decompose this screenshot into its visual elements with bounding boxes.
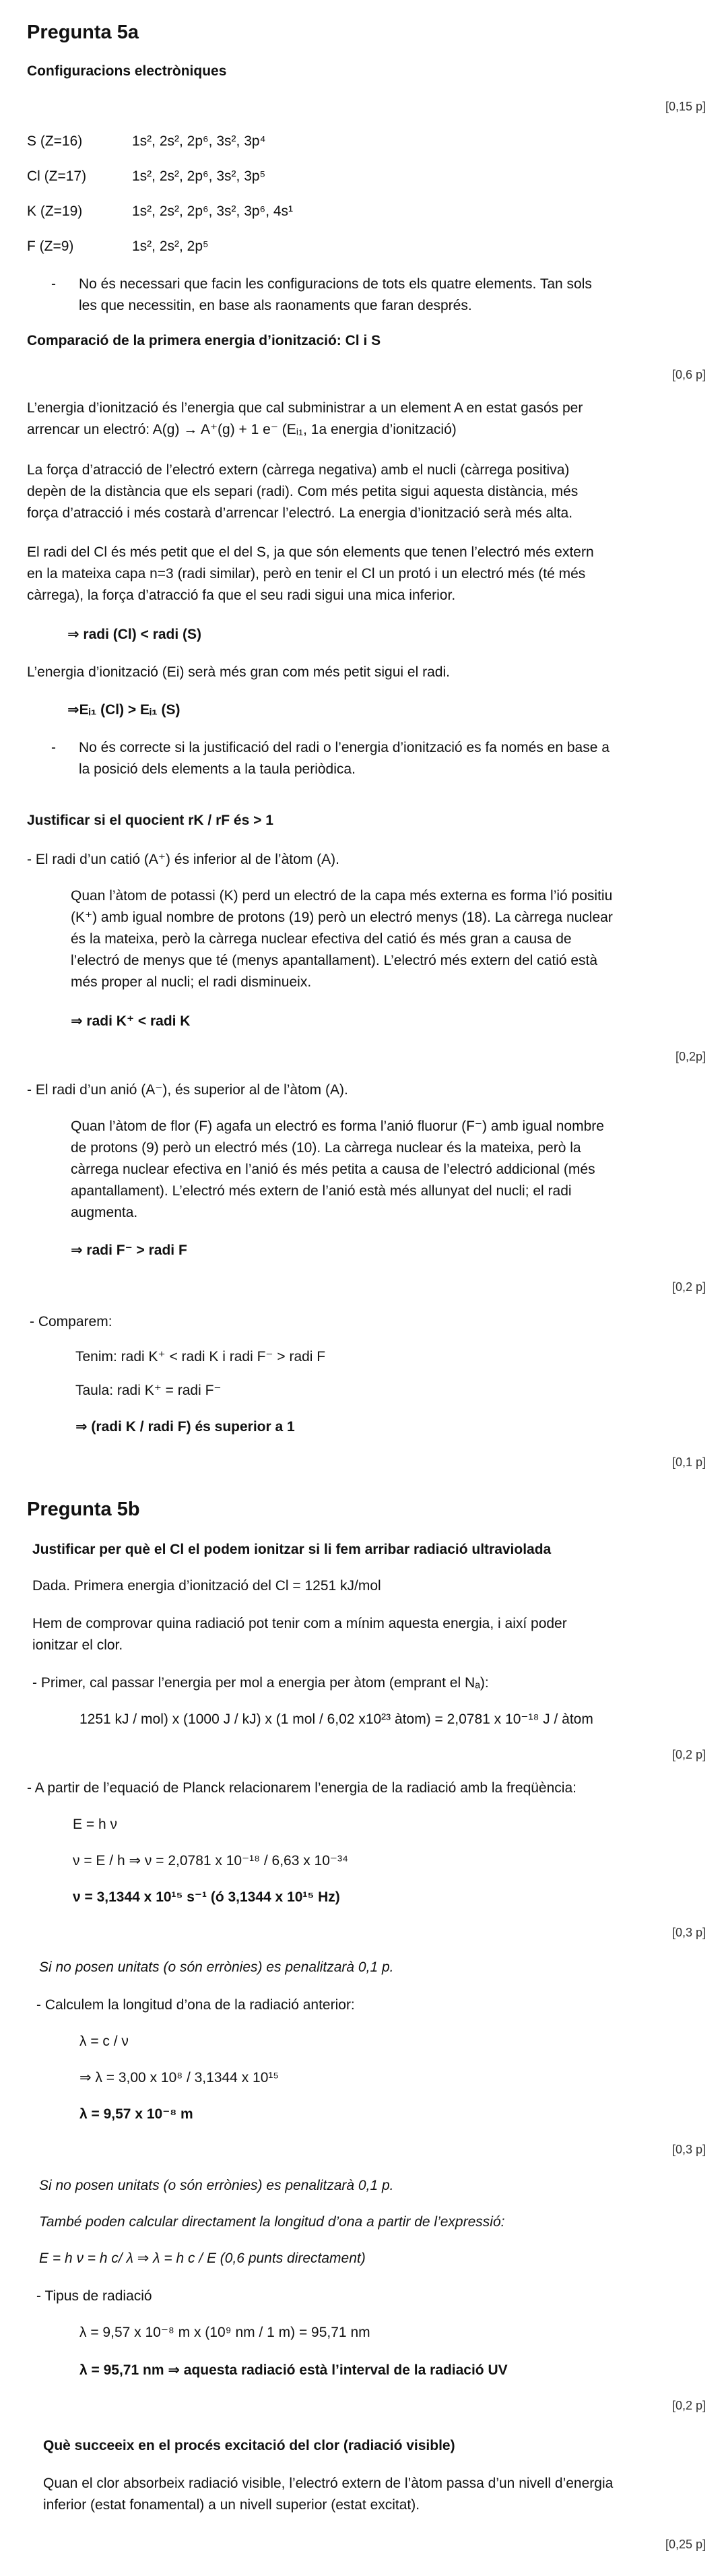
q5b-step4-points: [0,2 p] <box>671 2399 706 2412</box>
s2-p2: força d’atracció i més costarà d’arrencar l’electró. La energia d’ionització serà més alta. <box>27 505 573 521</box>
s2-p3: El radi del Cl és més petit que el del S, ja que són elements que tenen l’electró més extern <box>27 544 594 560</box>
s3-compare-result: ⇒ (radi K / radi F) és superior a 1 <box>75 1419 295 1435</box>
s3-cation-text: l’electró de menys que té (menys apantallament). L’electró més extern del catió està <box>71 953 598 968</box>
s2-p3: en la mateixa capa n=3 (radi similar), però en tenir el Cl un protó i un electró més (té més <box>27 566 586 582</box>
conf-row-4: 1s², 2s², 2p⁵ <box>132 239 209 254</box>
conf-row-3: 1s², 2s², 2p⁶, 3s², 3p⁶, 4s¹ <box>132 203 294 219</box>
s2-note-line: la posició dels elements a la taula periòdica. <box>79 761 356 777</box>
s3-anion-text: càrrega nuclear efectiva en l’anió és més petita a causa de l’electró addicional (més <box>71 1162 595 1177</box>
q5b-step2-points: [0,3 p] <box>671 1926 706 1939</box>
q5b-title: Pregunta 5b <box>27 1499 140 1520</box>
q5b-step3-calc: ⇒ λ = 3,00 x 10⁸ / 3,1344 x 10¹⁵ <box>79 2070 279 2085</box>
s2-p1: arrencar un electró: A(g) → A⁺(g) + 1 e⁻ (Eᵢ₁, 1a energia d’ionització) <box>27 422 457 437</box>
s3-cation-text: Quan l’àtom de potassi (K) perd un electró de la capa més externa es forma l’ió positiu <box>71 888 613 904</box>
s3-anion-text: Quan l’àtom de flor (F) agafa un electró es forma l’anió fluorur (F⁻) amb igual nombre <box>71 1119 604 1134</box>
q5b-step3-eq: λ = c / ν <box>79 2034 129 2049</box>
s3-anion-text: de protons (9) però un electró més (10). La càrrega nuclear és la mateixa, però la <box>71 1140 581 1156</box>
s2-result-energy: ⇒Eᵢ₁ (Cl) > Eᵢ₁ (S) <box>67 702 180 718</box>
q5b-step4-calc: λ = 9,57 x 10⁻⁸ m x (10⁹ nm / 1 m) = 95,71 nm <box>79 2325 370 2340</box>
q5b-step3-result: λ = 9,57 x 10⁻⁸ m <box>79 2106 193 2122</box>
bullet-dash: - <box>51 740 56 755</box>
s2-p2: La força d’atracció de l’electró extern (càrrega negativa) amb el nucli (càrrega positiva) <box>27 462 570 478</box>
s3-anion-intro: - El radi d’un anió (A⁻), és superior al de l’àtom (A). <box>27 1082 348 1098</box>
q5b-step1-points: [0,2 p] <box>671 1748 706 1761</box>
excit-points: [0,25 p] <box>665 2538 706 2551</box>
excit-text: Quan el clor absorbeix radiació visible, l’electró extern de l’àtom passa d’un nivell d’energia <box>43 2476 614 2491</box>
el-row-2: Cl (Z=17) <box>27 168 87 184</box>
q5b-dada: Dada. Primera energia d’ionització del Cl = 1251 kJ/mol <box>32 1578 381 1594</box>
alt-note: També poden calcular directament la longitud d’ona a partir de l’expressió: <box>39 2214 505 2230</box>
q5b-intro: Hem de comprovar quina radiació pot tenir com a mínim aquesta energia, i així poder <box>32 1616 567 1631</box>
s3-anion-text: augmenta. <box>71 1205 138 1220</box>
s3-anion-points: [0,2 p] <box>671 1280 706 1294</box>
q5b-step2-eq: E = h ν <box>73 1817 117 1832</box>
el-row-1: S (Z=16) <box>27 133 83 149</box>
s2-p1: L’energia d’ionització és l’energia que cal subministrar a un element A en estat gasós per <box>27 400 583 416</box>
units-note: Si no posen unitats (o són errònies) es penalitzarà 0,1 p. <box>39 1959 394 1975</box>
s3-compare-1: Tenim: radi K⁺ < radi K i radi F⁻ > radi F <box>75 1349 326 1364</box>
q5a-title: Pregunta 5a <box>27 22 139 43</box>
s2-p4: L’energia d’ionització (Ei) serà més gran com més petit sigui el radi. <box>27 664 450 680</box>
excit-text: inferior (estat fonamental) a un nivell superior (estat excitat). <box>43 2497 420 2513</box>
s1-note-line: No és necessari que facin les configuracions de tots els quatre elements. Tan sols <box>79 276 592 292</box>
s2-p2: depèn de la distància que els separi (radi). Com més petita sigui aquesta distància, més <box>27 484 579 499</box>
bullet-dash: - <box>51 276 56 292</box>
s3-compare-intro: - Comparem: <box>30 1314 112 1329</box>
s2-result-radius: ⇒ radi (Cl) < radi (S) <box>67 627 202 642</box>
units-note: Si no posen unitats (o són errònies) es penalitzarà 0,1 p. <box>39 2178 394 2193</box>
s2-heading: Comparació de la primera energia d’ionització: Cl i S <box>27 333 381 348</box>
alt-eq: E = h ν = h c/ λ ⇒ λ = h c / E (0,6 punts directament) <box>39 2251 366 2266</box>
el-row-4: F (Z=9) <box>27 239 74 254</box>
s3-anion-result: ⇒ radi F⁻ > radi F <box>71 1243 187 1258</box>
conf-row-1: 1s², 2s², 2p⁶, 3s², 3p⁴ <box>132 133 266 149</box>
s3-cation-result: ⇒ radi K⁺ < radi K <box>71 1013 191 1029</box>
s3-compare-2: Taula: radi K⁺ = radi F⁻ <box>75 1383 222 1398</box>
s2-p3: càrrega), la força d’atracció fa que el seu radi sigui una mica inferior. <box>27 588 456 603</box>
s3-anion-text: apantallament). L’electró més extern de l’anió està més allunyat del nucli; el radi <box>71 1183 572 1199</box>
s2-note-line: No és correcte si la justificació del radi o l’energia d’ionització es fa només en base a <box>79 740 610 755</box>
q5b-intro: ionitzar el clor. <box>32 1637 123 1653</box>
s2-points: [0,6 p] <box>671 368 706 381</box>
s1-heading: Configuracions electròniques <box>27 63 227 79</box>
q5b-step1-intro: - Primer, cal passar l’energia per mol a energia per àtom (emprant el Nₐ): <box>32 1675 489 1691</box>
q5b-step3-points: [0,3 p] <box>671 2143 706 2156</box>
s3-cation-text: més proper al nucli; el radi disminueix. <box>71 974 312 990</box>
conf-row-2: 1s², 2s², 2p⁶, 3s², 3p⁵ <box>132 168 266 184</box>
s1-points: [0,15 p] <box>665 100 706 113</box>
s3-compare-points: [0,1 p] <box>671 1455 706 1469</box>
q5b-step2-calc: ν = E / h ⇒ ν = 2,0781 x 10⁻¹⁸ / 6,63 x 10⁻³⁴ <box>73 1853 349 1868</box>
q5b-step3-intro: - Calculem la longitud d’ona de la radiació anterior: <box>36 1997 355 2013</box>
q5b-heading: Justificar per què el Cl el podem ionitzar si li fem arribar radiació ultraviolada <box>32 1542 552 1557</box>
q5b-step2-intro: - A partir de l’equació de Planck relacionarem l’energia de la radiació amb la freqüència: <box>27 1780 577 1796</box>
q5b-step4-result: λ = 95,71 nm ⇒ aquesta radiació està l’interval de la radiació UV <box>79 2362 508 2378</box>
s1-note-line: les que necessitin, en base als raonaments que faran després. <box>79 298 472 313</box>
s3-heading: Justificar si el quocient rK / rF és > 1 <box>27 813 273 828</box>
excit-heading: Què succeeix en el procés excitació del clor (radiació visible) <box>43 2438 455 2453</box>
q5b-step4-intro: - Tipus de radiació <box>36 2288 152 2304</box>
q5b-step1-calc: 1251 kJ / mol) x (1000 J / kJ) x (1 mol / 6,02 x10²³ àtom) = 2,0781 x 10⁻¹⁸ J / àtom <box>79 1711 593 1727</box>
s3-cation-text: (K⁺) amb igual nombre de protons (19) però un electró menys (18). La càrrega nuclear <box>71 910 613 925</box>
q5b-step2-result: ν = 3,1344 x 10¹⁵ s⁻¹ (ó 3,1344 x 10¹⁵ Hz) <box>73 1889 340 1905</box>
s3-cation-text: és la mateixa, però la càrrega nuclear efectiva del catió és més gran a causa de <box>71 931 572 947</box>
s3-cation-intro: - El radi d’un catió (A⁺) és inferior al de l’àtom (A). <box>27 852 339 867</box>
s3-cation-points: [0,2p] <box>675 1050 706 1063</box>
el-row-3: K (Z=19) <box>27 203 83 219</box>
